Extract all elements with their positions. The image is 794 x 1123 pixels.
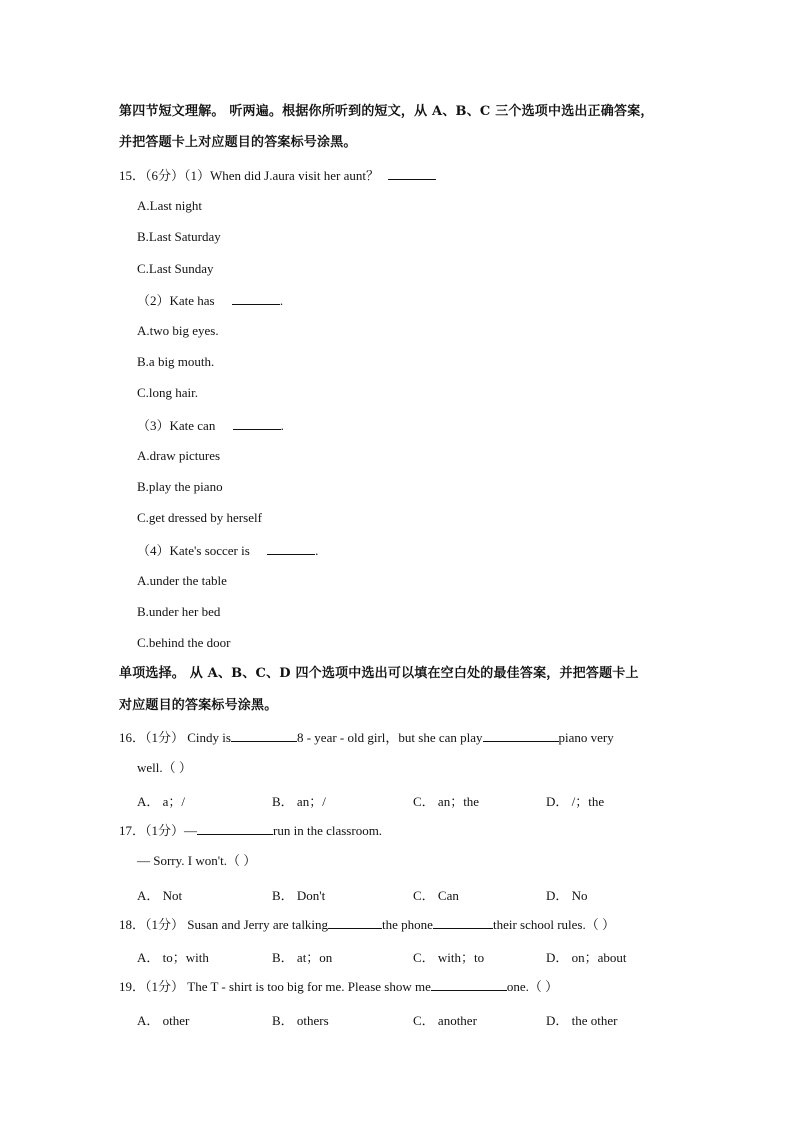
question-17-line2: — Sorry. I won't.（ ）	[137, 853, 257, 868]
question-16-text-part1: 16．（1分） Cindy is	[119, 730, 231, 745]
question-19-text-part2: one.（ ）	[506, 979, 559, 994]
q16-choice-d: D． /；the	[546, 794, 605, 809]
question-16-line2: well.（ ）	[137, 760, 192, 775]
q15-2-option-a: A.two big eyes.	[137, 323, 219, 338]
answer-blank	[388, 167, 436, 180]
answer-blank	[267, 542, 315, 555]
answer-blank	[233, 417, 281, 430]
question-18-text-part1: 18．（1分） Susan and Jerry are talking	[119, 917, 329, 932]
q15-part2-text: （2）Kate has	[137, 293, 215, 308]
period: .	[315, 543, 319, 558]
q19-choice-a: A． other	[137, 1013, 190, 1028]
q18-choice-b: B． at；on	[272, 950, 333, 965]
question-15-text: 15．（6分）（1）When did J.aura visit her aunt？	[119, 168, 379, 183]
q15-2-option-c: C.long hair.	[137, 385, 199, 400]
question-18-stem	[119, 916, 615, 933]
q16-choice-c: C． an；the	[413, 794, 480, 809]
q15-part2-stem	[137, 292, 283, 309]
question-16-stem	[119, 729, 614, 746]
q18-choice-c: C． with；to	[413, 950, 485, 965]
question-19-text-part1: 19．（1分） The T - shirt is too big for me. Please show me	[119, 979, 431, 994]
answer-blank	[231, 729, 297, 742]
q19-choice-d: D． the other	[546, 1013, 618, 1028]
answer-blank	[197, 822, 273, 835]
single-choice-instruction-line1: 单项选择。 从 A、B、C、D 四个选项中选出可以填在空白处的最佳答案，并把答题卡上	[119, 666, 639, 681]
q15-3-option-a: A.draw pictures	[137, 448, 221, 463]
question-17-stem	[119, 822, 382, 839]
answer-blank	[328, 916, 382, 929]
q15-2-option-b: B.a big mouth.	[137, 354, 215, 369]
q15-part4-stem	[137, 542, 318, 559]
answer-blank	[431, 978, 507, 991]
q17-choice-d: D． No	[546, 888, 588, 903]
q19-choice-b: B． others	[272, 1013, 329, 1028]
q17-choice-a: A． Not	[137, 888, 183, 903]
q15-3-option-b: B.play the piano	[137, 479, 223, 494]
question-16-text-part2: 8 - year - old girl，but she can play	[296, 730, 483, 745]
q18-choice-d: D． on；about	[546, 950, 627, 965]
period: .	[280, 418, 284, 433]
q15-part4-text: （4）Kate's soccer is	[137, 543, 250, 558]
answer-blank	[232, 292, 280, 305]
period: .	[279, 293, 284, 308]
q15-4-option-c: C.behind the door	[137, 635, 231, 650]
q15-4-option-a: A.under the table	[137, 573, 227, 588]
q19-choice-c: C． another	[413, 1013, 477, 1028]
section4-instruction-line1: 第四节短文理解。 听两遍。根据你所听到的短文，从 A、B、C 三个选项中选出正确答案，	[119, 104, 654, 119]
q16-choice-a: A． a；/	[137, 794, 186, 809]
q18-choice-a: A． to；with	[137, 950, 209, 965]
q15-4-option-b: B.under her bed	[137, 604, 221, 619]
section4-instruction-line2: 并把答题卡上对应题目的答案标号涂黑。	[119, 135, 357, 150]
question-19-stem	[119, 978, 558, 995]
question-16-text-part3: piano very	[558, 730, 614, 745]
q15-1-option-b: B.Last Saturday	[137, 229, 221, 244]
q15-part3-text: （3）Kate can	[137, 418, 216, 433]
q17-choice-c: C． Can	[413, 888, 459, 903]
question-15-stem	[119, 167, 436, 184]
q15-1-option-a: A.Last night	[137, 198, 202, 213]
question-17-text-part1: 17．（1分）—	[119, 823, 198, 838]
question-17-text-part2: run in the classroom.	[273, 823, 383, 838]
question-18-text-part2: the phone	[382, 917, 433, 932]
q15-1-option-c: C.Last Sunday	[137, 261, 214, 276]
q17-choice-b: B． Don't	[272, 888, 326, 903]
q16-choice-b: B． an；/	[272, 794, 326, 809]
question-18-text-part3: their school rules.（ ）	[492, 917, 615, 932]
answer-blank	[483, 729, 559, 742]
single-choice-instruction-line2: 对应题目的答案标号涂黑。	[119, 698, 278, 713]
q15-3-option-c: C.get dressed by herself	[137, 510, 262, 525]
q15-part3-stem	[137, 417, 284, 434]
answer-blank	[433, 916, 493, 929]
